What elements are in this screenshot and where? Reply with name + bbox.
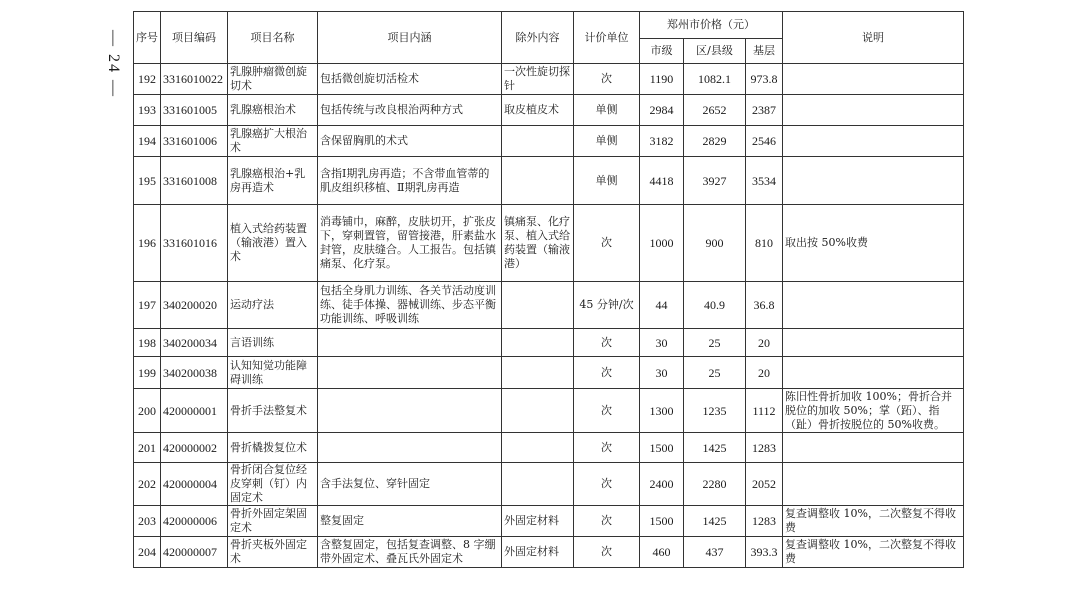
cell-code: 331601005 bbox=[161, 95, 228, 126]
cell-seq: 204 bbox=[134, 537, 161, 568]
cell-seq: 199 bbox=[134, 357, 161, 389]
cell-seq: 203 bbox=[134, 506, 161, 537]
cell-price-city: 1190 bbox=[640, 64, 684, 95]
cell-name: 运动疗法 bbox=[228, 282, 318, 329]
cell-seq: 202 bbox=[134, 463, 161, 506]
cell-price-city: 4418 bbox=[640, 157, 684, 205]
cell-content: 整复固定 bbox=[318, 506, 502, 537]
cell-price-district: 2280 bbox=[684, 463, 746, 506]
header-code: 项目编码 bbox=[161, 12, 228, 64]
cell-unit: 次 bbox=[574, 205, 640, 282]
cell-note: 复查调整收 10%，二次整复不得收费 bbox=[783, 506, 964, 537]
cell-code: 331601008 bbox=[161, 157, 228, 205]
cell-code: 331601006 bbox=[161, 126, 228, 157]
cell-excluded: 外固定材料 bbox=[502, 537, 574, 568]
table-row bbox=[134, 95, 964, 126]
cell-content: 含手法复位、穿针固定 bbox=[318, 463, 502, 506]
cell-excluded bbox=[502, 126, 574, 157]
header-seq: 序号 bbox=[134, 12, 161, 64]
header-note: 说明 bbox=[783, 12, 964, 64]
cell-content bbox=[318, 357, 502, 389]
table-row bbox=[134, 463, 964, 506]
cell-price-basic: 973.8 bbox=[746, 64, 783, 95]
cell-price-district: 1082.1 bbox=[684, 64, 746, 95]
cell-note bbox=[783, 157, 964, 205]
cell-excluded bbox=[502, 157, 574, 205]
header-content: 项目内涵 bbox=[318, 12, 502, 64]
cell-price-basic: 810 bbox=[746, 205, 783, 282]
cell-code: 340200038 bbox=[161, 357, 228, 389]
cell-price-basic: 1283 bbox=[746, 506, 783, 537]
cell-seq: 197 bbox=[134, 282, 161, 329]
cell-name: 乳腺癌根治术 bbox=[228, 95, 318, 126]
cell-price-city: 1000 bbox=[640, 205, 684, 282]
cell-excluded bbox=[502, 389, 574, 433]
cell-excluded bbox=[502, 463, 574, 506]
cell-note bbox=[783, 463, 964, 506]
cell-price-basic: 3534 bbox=[746, 157, 783, 205]
table-row bbox=[134, 126, 964, 157]
cell-code: 3316010022 bbox=[161, 64, 228, 95]
header-price-group: 郑州市价格（元） bbox=[640, 12, 783, 39]
cell-name: 认知知觉功能障碍训练 bbox=[228, 357, 318, 389]
cell-content: 含指Ⅰ期乳房再造；不含带血管蒂的肌皮组织移植、Ⅱ期乳房再造 bbox=[318, 157, 502, 205]
cell-seq: 200 bbox=[134, 389, 161, 433]
cell-price-basic: 2546 bbox=[746, 126, 783, 157]
cell-excluded: 一次性旋切探针 bbox=[502, 64, 574, 95]
cell-note: 复查调整收 10%，二次整复不得收费 bbox=[783, 537, 964, 568]
cell-name: 植入式给药装置（输液港）置入术 bbox=[228, 205, 318, 282]
cell-name: 骨折橇拨复位术 bbox=[228, 433, 318, 463]
cell-excluded: 镇痛泵、化疗泵、植入式给药装置（输液港） bbox=[502, 205, 574, 282]
cell-price-city: 460 bbox=[640, 537, 684, 568]
header-name: 项目名称 bbox=[228, 12, 318, 64]
cell-unit: 单侧 bbox=[574, 157, 640, 205]
cell-content bbox=[318, 433, 502, 463]
cell-unit: 次 bbox=[574, 64, 640, 95]
cell-excluded bbox=[502, 433, 574, 463]
cell-note bbox=[783, 357, 964, 389]
cell-note bbox=[783, 64, 964, 95]
cell-unit: 次 bbox=[574, 433, 640, 463]
cell-price-city: 30 bbox=[640, 357, 684, 389]
cell-price-district: 1235 bbox=[684, 389, 746, 433]
cell-price-city: 1500 bbox=[640, 433, 684, 463]
cell-price-basic: 20 bbox=[746, 357, 783, 389]
cell-price-basic: 2052 bbox=[746, 463, 783, 506]
price-table bbox=[133, 11, 964, 568]
cell-price-city: 1500 bbox=[640, 506, 684, 537]
cell-price-district: 1425 bbox=[684, 506, 746, 537]
cell-note: 陈旧性骨折加收 100%；骨折合并脱位的加收 50%；掌（跖）、指（趾）骨折按脱位的 50%收费。 bbox=[783, 389, 964, 433]
cell-excluded bbox=[502, 329, 574, 357]
table-row bbox=[134, 282, 964, 329]
cell-code: 420000007 bbox=[161, 537, 228, 568]
cell-excluded bbox=[502, 357, 574, 389]
cell-code: 420000001 bbox=[161, 389, 228, 433]
cell-name: 乳腺癌根治+乳房再造术 bbox=[228, 157, 318, 205]
table-row bbox=[134, 506, 964, 537]
cell-note bbox=[783, 95, 964, 126]
cell-seq: 201 bbox=[134, 433, 161, 463]
cell-price-city: 3182 bbox=[640, 126, 684, 157]
cell-price-city: 2984 bbox=[640, 95, 684, 126]
page-number: — 24 — bbox=[105, 30, 122, 98]
header-basic: 基层 bbox=[746, 39, 783, 64]
cell-content: 包括全身肌力训练、各关节活动度训练、徒手体操、器械训练、步态平衡功能训练、呼吸训练 bbox=[318, 282, 502, 329]
cell-unit: 单侧 bbox=[574, 95, 640, 126]
cell-price-district: 40.9 bbox=[684, 282, 746, 329]
table-row bbox=[134, 357, 964, 389]
cell-content bbox=[318, 389, 502, 433]
cell-content: 消毒铺巾，麻醉，皮肤切开，扩张皮下，穿刺置管，留管接港，肝素盐水封管，皮肤缝合。人工报告。包括镇痛泵、化疗泵。 bbox=[318, 205, 502, 282]
cell-unit: 次 bbox=[574, 329, 640, 357]
cell-code: 420000002 bbox=[161, 433, 228, 463]
cell-name: 乳腺肿瘤微创旋切术 bbox=[228, 64, 318, 95]
cell-price-city: 1300 bbox=[640, 389, 684, 433]
cell-unit: 次 bbox=[574, 389, 640, 433]
cell-price-city: 2400 bbox=[640, 463, 684, 506]
table-row bbox=[134, 433, 964, 463]
cell-price-city: 30 bbox=[640, 329, 684, 357]
cell-price-district: 25 bbox=[684, 329, 746, 357]
cell-content: 包括传统与改良根治两种方式 bbox=[318, 95, 502, 126]
cell-seq: 195 bbox=[134, 157, 161, 205]
cell-code: 340200034 bbox=[161, 329, 228, 357]
cell-excluded: 取皮植皮术 bbox=[502, 95, 574, 126]
header-unit: 计价单位 bbox=[574, 12, 640, 64]
cell-code: 340200020 bbox=[161, 282, 228, 329]
cell-note bbox=[783, 329, 964, 357]
cell-unit: 次 bbox=[574, 463, 640, 506]
cell-note bbox=[783, 126, 964, 157]
cell-note bbox=[783, 282, 964, 329]
cell-price-basic: 393.3 bbox=[746, 537, 783, 568]
table-row bbox=[134, 157, 964, 205]
header-district: 区/县级 bbox=[684, 39, 746, 64]
cell-content: 含整复固定，包括复查调整、8 字绷带外固定术、叠瓦氏外固定术 bbox=[318, 537, 502, 568]
cell-content: 含保留胸肌的术式 bbox=[318, 126, 502, 157]
cell-price-district: 3927 bbox=[684, 157, 746, 205]
cell-price-basic: 1283 bbox=[746, 433, 783, 463]
cell-unit: 次 bbox=[574, 537, 640, 568]
cell-name: 骨折外固定架固定术 bbox=[228, 506, 318, 537]
cell-content bbox=[318, 329, 502, 357]
cell-content: 包括微创旋切活检术 bbox=[318, 64, 502, 95]
table-row bbox=[134, 64, 964, 95]
cell-price-basic: 36.8 bbox=[746, 282, 783, 329]
cell-excluded bbox=[502, 282, 574, 329]
cell-seq: 193 bbox=[134, 95, 161, 126]
cell-price-district: 1425 bbox=[684, 433, 746, 463]
cell-name: 骨折闭合复位经皮穿刺（钉）内固定术 bbox=[228, 463, 318, 506]
cell-name: 骨折夹板外固定术 bbox=[228, 537, 318, 568]
cell-price-basic: 1112 bbox=[746, 389, 783, 433]
cell-seq: 194 bbox=[134, 126, 161, 157]
header-excluded: 除外内容 bbox=[502, 12, 574, 64]
table-row bbox=[134, 389, 964, 433]
cell-price-district: 437 bbox=[684, 537, 746, 568]
cell-seq: 196 bbox=[134, 205, 161, 282]
cell-unit: 单侧 bbox=[574, 126, 640, 157]
cell-note: 取出按 50%收费 bbox=[783, 205, 964, 282]
cell-price-district: 2652 bbox=[684, 95, 746, 126]
cell-name: 骨折手法整复术 bbox=[228, 389, 318, 433]
cell-seq: 192 bbox=[134, 64, 161, 95]
cell-code: 331601016 bbox=[161, 205, 228, 282]
cell-unit: 次 bbox=[574, 357, 640, 389]
cell-excluded: 外固定材料 bbox=[502, 506, 574, 537]
cell-price-city: 44 bbox=[640, 282, 684, 329]
cell-price-district: 25 bbox=[684, 357, 746, 389]
cell-seq: 198 bbox=[134, 329, 161, 357]
cell-code: 420000006 bbox=[161, 506, 228, 537]
header-city: 市级 bbox=[640, 39, 684, 64]
cell-name: 言语训练 bbox=[228, 329, 318, 357]
cell-price-basic: 2387 bbox=[746, 95, 783, 126]
table-row bbox=[134, 329, 964, 357]
cell-price-district: 2829 bbox=[684, 126, 746, 157]
cell-name: 乳腺癌扩大根治术 bbox=[228, 126, 318, 157]
cell-unit: 次 bbox=[574, 506, 640, 537]
cell-note bbox=[783, 433, 964, 463]
table-row bbox=[134, 537, 964, 568]
table-row bbox=[134, 205, 964, 282]
cell-price-basic: 20 bbox=[746, 329, 783, 357]
cell-code: 420000004 bbox=[161, 463, 228, 506]
cell-price-district: 900 bbox=[684, 205, 746, 282]
cell-unit: 45 分钟/次 bbox=[574, 282, 640, 329]
